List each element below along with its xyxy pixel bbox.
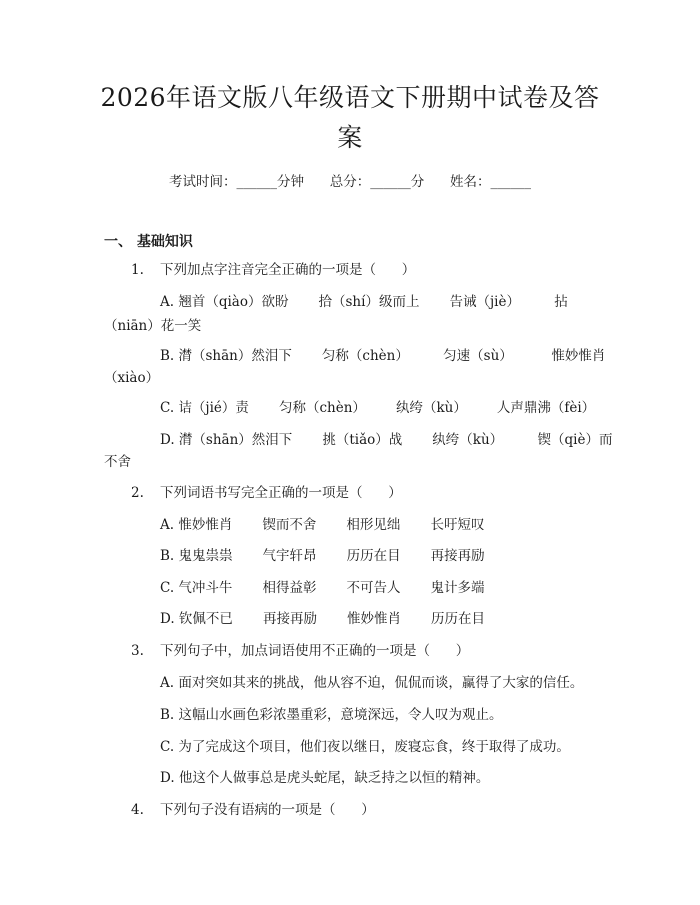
option-line: A. 面对突如其来的挑战，他从容不迫，侃侃而谈，赢得了大家的信任。 xyxy=(160,675,584,691)
option-line: A. 惟妙惟肖 锲而不舍 相形见绌 长吁短叹 xyxy=(160,517,485,533)
option-continuation: （xiào） xyxy=(104,370,160,386)
student-name-label: 姓名：______ xyxy=(450,174,531,190)
option-line: D. 他这个人做事总是虎头蛇尾，缺乏持之以恒的精神。 xyxy=(160,770,490,786)
option-continuation: （niān）花一笑 xyxy=(104,318,202,334)
page-title: 2026年语文版八年级语文下册期中试卷及答案 xyxy=(100,83,600,152)
section-heading-basic-knowledge: 一、 基础知识 xyxy=(104,234,193,250)
question-text: 下列句子没有语病的一项是（ ） xyxy=(160,802,375,818)
option-line: B. 鬼鬼祟祟 气宇轩昂 历历在目 再接再励 xyxy=(160,548,485,564)
question-text: 下列词语书写完全正确的一项是（ ） xyxy=(160,485,402,501)
option-continuation: 不舍 xyxy=(104,454,131,470)
option-line: C. 气冲斗牛 相得益彰 不可告人 鬼计多端 xyxy=(160,580,485,596)
question-text: 下列句子中，加点词语使用不正确的一项是（ ） xyxy=(160,643,470,659)
total-score-label: 总分：______分 xyxy=(329,174,425,190)
question-number: 3. xyxy=(131,643,144,659)
question-text: 下列加点字注音完全正确的一项是（ ） xyxy=(160,262,416,278)
option-line: D. 钦佩不已 再接再励 惟妙惟肖 历历在目 xyxy=(160,611,486,627)
option-line: B. 这幅山水画色彩浓墨重彩，意境深远，令人叹为观止。 xyxy=(160,707,503,723)
question-number: 1. xyxy=(131,262,144,278)
question-number: 4. xyxy=(131,802,144,818)
option-line: D. 潸（shān）然泪下 挑（tiǎo）战 纨绔（kù） 锲（qiè）而 xyxy=(160,432,613,448)
option-line: A. 翘首（qiào）欲盼 拾（shí）级而上 告诫（jiè） 拈 xyxy=(160,294,568,310)
option-line: C. 诘（jié）责 匀称（chèn） 纨绔（kù） 人声鼎沸（fèi） xyxy=(160,400,596,416)
option-line: C. 为了完成这个项目，他们夜以继日，废寝忘食，终于取得了成功。 xyxy=(160,739,570,755)
exam-time-label: 考试时间：______分钟 xyxy=(169,174,304,190)
question-number: 2. xyxy=(131,485,144,501)
exam-meta xyxy=(0,170,700,190)
option-line: B. 潸（shān）然泪下 匀称（chèn） 匀速（sù） 惟妙惟肖 xyxy=(160,348,606,364)
